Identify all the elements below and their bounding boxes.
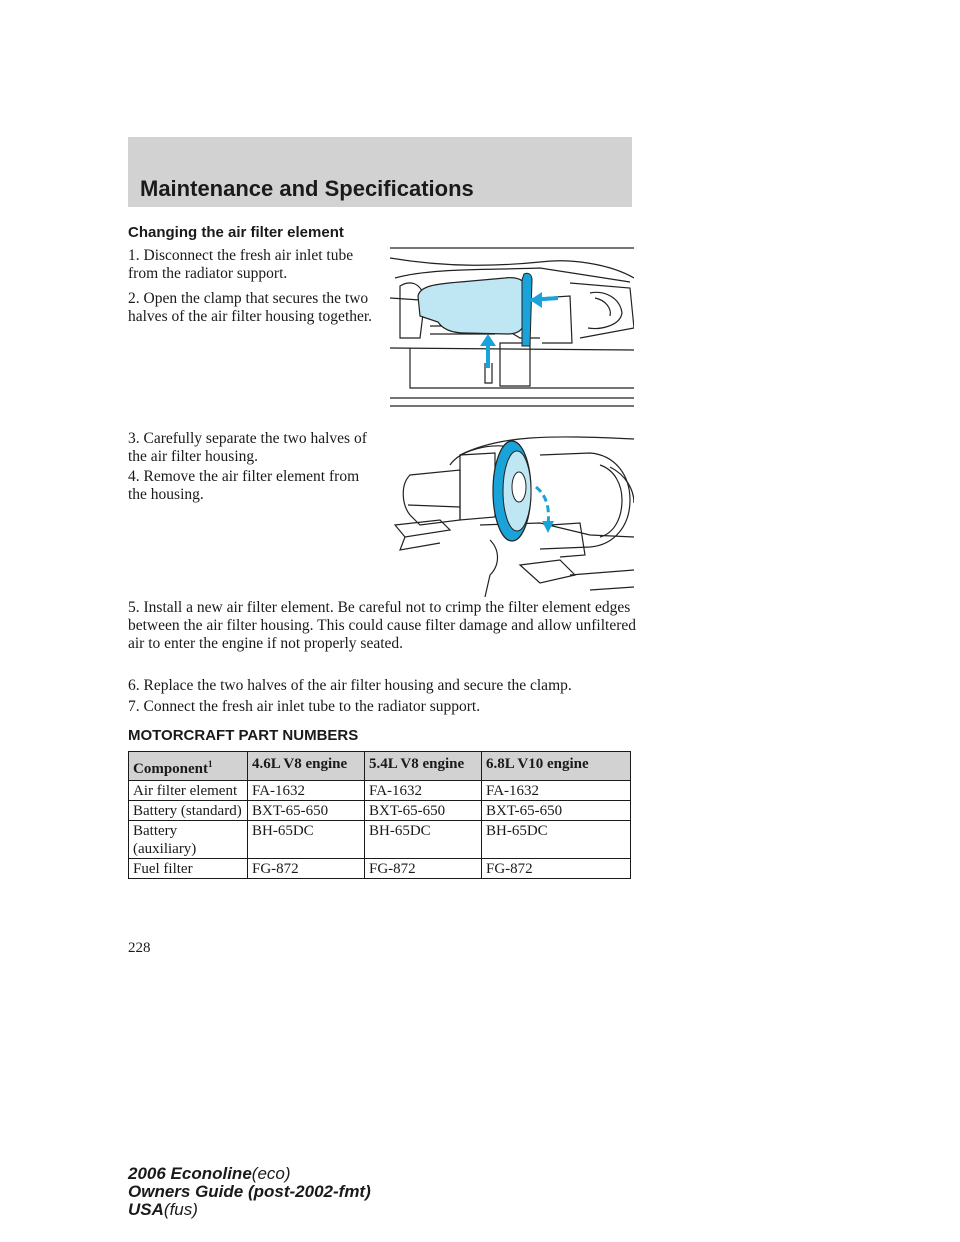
table-row [129,859,631,879]
footer-model-code: (eco) [251,1164,291,1183]
table-cell: BXT-65-650 [365,801,482,821]
column-header: 6.8L V10 engine [482,752,631,781]
table-cell: FA-1632 [365,781,482,801]
table-cell: BXT-65-650 [248,801,365,821]
step-2: 2. Open the clamp that secures the two halves of the air filter housing together. [128,290,373,325]
step-5: 5. Install a new air filter element. Be careful not to crimp the filter element edges between the air filter housing. This could cause filter damage and allow unfiltered air to enter the engine if not properly seated. [128,599,637,652]
footer-guide: Owners Guide (post-2002-fmt) [128,1182,371,1201]
column-header: Component$^1$ [129,752,248,781]
step-3: 3. Carefully separate the two halves of the air filter housing. [128,430,367,465]
step-7: 7. Connect the fresh air inlet tube to the radiator support. [128,698,481,715]
page-number: 228 [128,940,151,956]
step-1: 1. Disconnect the fresh air inlet tube from the radiator support. [128,247,354,282]
air-inlet-tube-illustration [390,238,634,410]
table-cell: FG-872 [365,859,482,879]
table-cell: FA-1632 [248,781,365,801]
table-cell: FG-872 [482,859,631,879]
table-cell: Battery (auxiliary) [129,821,248,859]
table-cell: FG-872 [248,859,365,879]
table-cell: Air filter element [129,781,248,801]
table-header-row [129,752,631,781]
air-filter-element-illustration [390,425,634,597]
footer-market: USA [128,1200,164,1219]
document-footer [128,1165,371,1219]
footer-model: 2006 Econoline [128,1164,252,1183]
column-header: 4.6L V8 engine [248,752,365,781]
table-row [129,781,631,801]
section-title: Changing the air filter element [128,224,344,241]
table-row [129,821,631,859]
table-cell: BH-65DC [248,821,365,859]
part-numbers-table [128,751,631,879]
footer-market-code: (fus) [163,1200,198,1219]
step-6: 6. Replace the two halves of the air filter housing and secure the clamp. [128,677,572,694]
table-row [129,801,631,821]
table-cell: Fuel filter [129,859,248,879]
table-cell: BH-65DC [365,821,482,859]
column-header: 5.4L V8 engine [365,752,482,781]
table-cell: BH-65DC [482,821,631,859]
table-cell: BXT-65-650 [482,801,631,821]
table-cell: FA-1632 [482,781,631,801]
page-title: Maintenance and Specifications [140,176,474,201]
step-4: 4. Remove the air filter element from the housing. [128,468,360,503]
table-title: MOTORCRAFT PART NUMBERS [128,727,359,744]
table-cell: Battery (standard) [129,801,248,821]
